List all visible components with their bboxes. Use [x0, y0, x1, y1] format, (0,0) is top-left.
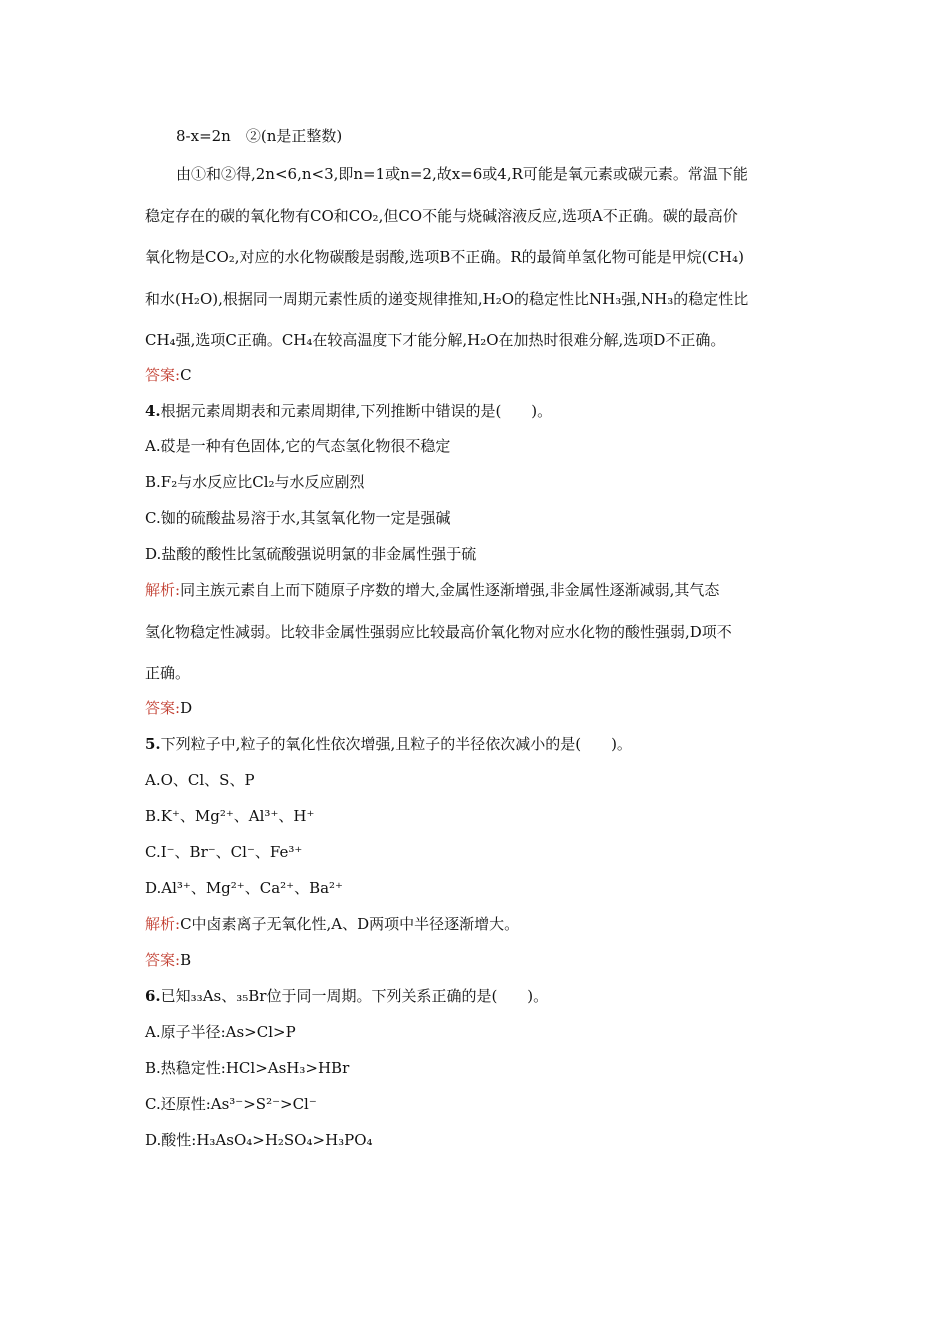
analysis-line	[145, 580, 810, 600]
answer-line	[145, 950, 810, 970]
question-number: 5.	[145, 735, 161, 753]
question-5	[145, 734, 810, 754]
answer-line	[145, 698, 810, 718]
option-b: B.K⁺、Mg²⁺、Al³⁺、H⁺	[145, 807, 315, 825]
equation-line: 8-x=2n ②(n是正整数)	[176, 127, 343, 145]
analysis-line: 正确。	[145, 664, 191, 682]
option-d: D.盐酸的酸性比氢硫酸强说明氯的非金属性强于硫	[145, 545, 477, 563]
analysis-text: C中卤素离子无氧化性,A、D两项中半径逐渐增大。	[180, 915, 520, 933]
question-text: 根据元素周期表和元素周期律,下列推断中错误的是( )。	[160, 402, 553, 420]
question-number: 4.	[145, 402, 161, 420]
analysis-label: 解析:	[145, 581, 181, 599]
option-b: B.F₂与水反应比Cl₂与水反应剧烈	[145, 473, 365, 491]
answer-label: 答案:	[145, 951, 181, 969]
analysis-label: 解析:	[145, 915, 181, 933]
explanation-line: 氧化物是CO₂,对应的水化物碳酸是弱酸,选项B不正确。R的最简单氢化物可能是甲烷(CH₄)	[145, 248, 744, 266]
option-c: C.铷的硫酸盐易溶于水,其氢氧化物一定是强碱	[145, 509, 451, 527]
answer-line	[145, 365, 810, 385]
option-b: B.热稳定性:HCl>AsH₃>HBr	[145, 1059, 350, 1077]
explanation-line: 和水(H₂O),根据同一周期元素性质的递变规律推知,H₂O的稳定性比NH₃强,NH₃的稳定性比	[145, 290, 749, 308]
question-text: 已知₃₃As、₃₅Br位于同一周期。下列关系正确的是( )。	[160, 987, 549, 1005]
analysis-text: 同主族元素自上而下随原子序数的增大,金属性逐渐增强,非金属性逐渐减弱,其气态	[180, 581, 720, 599]
question-4	[145, 401, 810, 421]
option-a: A.O、Cl、S、P	[145, 771, 255, 789]
explanation-line: CH₄强,选项C正确。CH₄在较高温度下才能分解,H₂O在加热时很难分解,选项D不正确。	[145, 331, 726, 349]
analysis-line	[145, 914, 810, 934]
explanation-line: 稳定存在的碳的氧化物有CO和CO₂,但CO不能与烧碱溶液反应,选项A不正确。碳的最高价	[145, 207, 738, 225]
question-number: 6.	[145, 987, 161, 1005]
option-d: D.酸性:H₃AsO₄>H₂SO₄>H₃PO₄	[145, 1131, 373, 1149]
option-c: C.还原性:As³⁻>S²⁻>Cl⁻	[145, 1095, 317, 1113]
explanation-line: 由①和②得,2n<6,n<3,即n=1或n=2,故x=6或4,R可能是氧元素或碳元素。常温下能	[176, 165, 748, 183]
question-6	[145, 986, 810, 1006]
option-d: D.Al³⁺、Mg²⁺、Ca²⁺、Ba²⁺	[145, 879, 343, 897]
answer-value: D	[180, 699, 193, 717]
option-a: A.原子半径:As>Cl>P	[145, 1023, 296, 1041]
option-a: A.砹是一种有色固体,它的气态氢化物很不稳定	[145, 437, 451, 455]
question-text: 下列粒子中,粒子的氧化性依次增强,且粒子的半径依次减小的是( )。	[160, 735, 632, 753]
option-c: C.I⁻、Br⁻、Cl⁻、Fe³⁺	[145, 843, 303, 861]
answer-label: 答案:	[145, 366, 181, 384]
answer-value: B	[180, 951, 192, 969]
analysis-line: 氢化物稳定性减弱。比较非金属性强弱应比较最高价氧化物对应水化物的酸性强弱,D项不	[145, 623, 732, 641]
answer-value: C	[180, 366, 192, 384]
answer-label: 答案:	[145, 699, 181, 717]
